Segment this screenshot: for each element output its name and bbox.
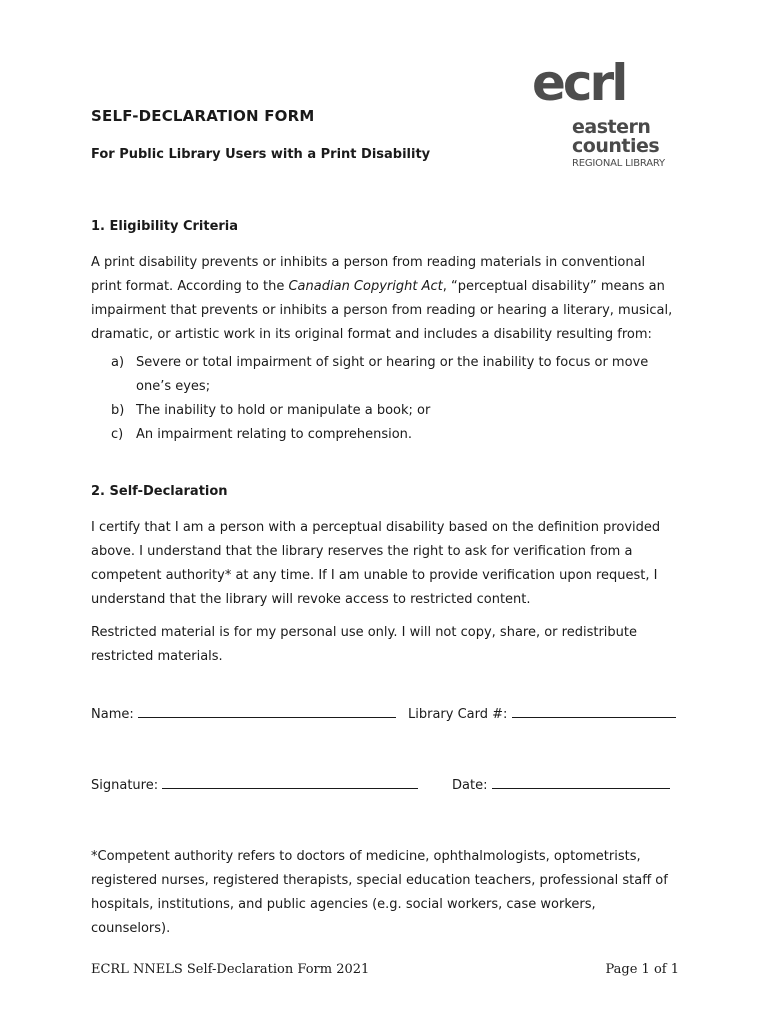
name-field — [91, 705, 396, 722]
list-item — [111, 351, 676, 399]
date-input-line[interactable] — [492, 776, 670, 789]
name-label: Name: — [91, 707, 134, 722]
competent-authority-footnote: *Competent authority refers to doctors of medicine, ophthalmologists, optometrists, registered nurses, registered therapists, special education teachers, professional staff of hospitals, institutions, and public agencies (e.g. social workers, case workers, counselors). — [91, 849, 668, 936]
logo-line-counties: counties — [572, 135, 660, 157]
logo-line-eastern: eastern — [572, 116, 651, 138]
section-heading-self-declaration: 2. Self-Declaration — [91, 484, 228, 499]
eligibility-text-start: A print disability prevents or inhibits a person from reading materials in conventional print format. According to the — [91, 255, 646, 294]
footer-form-name: ECRL NNELS Self-Declaration Form 2021 — [91, 962, 370, 977]
logo-line-regional-library: REGIONAL LIBRARY — [572, 158, 665, 169]
list-marker: c) — [111, 427, 124, 442]
name-input-line[interactable] — [138, 705, 396, 718]
library-card-field — [408, 705, 676, 722]
list-item-text: An impairment relating to comprehension. — [136, 427, 413, 442]
logo-mark: ecrl — [532, 54, 626, 112]
list-marker: a) — [111, 355, 125, 370]
eligibility-list — [111, 351, 676, 447]
eligibility-text-end: , “perceptual disability” means an impairment that prevents or inhibits a person from reading or hearing a literary, musical, dramatic, or artistic work in its original format and includes a disability resulting from: — [91, 279, 673, 342]
signature-label: Signature: — [91, 778, 159, 793]
certification-paragraph: I certify that I am a person with a perceptual disability based on the definition provided above. I understand that the library reserves the right to ask for verification from a competent authority* at any time. If I am unable to provide verification upon request, I understand that the library will revoke access to restricted content. — [91, 520, 661, 607]
library-card-input-line[interactable] — [512, 705, 676, 718]
list-item — [111, 423, 676, 447]
list-item-text: Severe or total impairment of sight or hearing or the inability to focus or move one’s eyes; — [136, 355, 649, 394]
eligibility-paragraph — [91, 251, 676, 347]
form-title: SELF-DECLARATION FORM — [91, 107, 315, 125]
restricted-material-paragraph: Restricted material is for my personal use only. I will not copy, share, or redistribute restricted materials. — [91, 625, 637, 664]
form-subtitle: For Public Library Users with a Print Disability — [91, 147, 431, 162]
signature-field — [91, 776, 418, 793]
list-item-text: The inability to hold or manipulate a book; or — [136, 403, 431, 418]
signature-input-line[interactable] — [162, 776, 418, 789]
list-marker: b) — [111, 403, 125, 418]
footer-page-number: Page 1 of 1 — [605, 962, 679, 977]
date-field — [452, 776, 670, 793]
ecrl-logo — [532, 54, 682, 173]
list-item — [111, 399, 676, 423]
date-label: Date: — [452, 778, 488, 793]
section-heading-eligibility: 1. Eligibility Criteria — [91, 219, 239, 234]
library-card-label: Library Card #: — [408, 707, 508, 722]
copyright-act-title: Canadian Copyright Act — [288, 279, 443, 294]
